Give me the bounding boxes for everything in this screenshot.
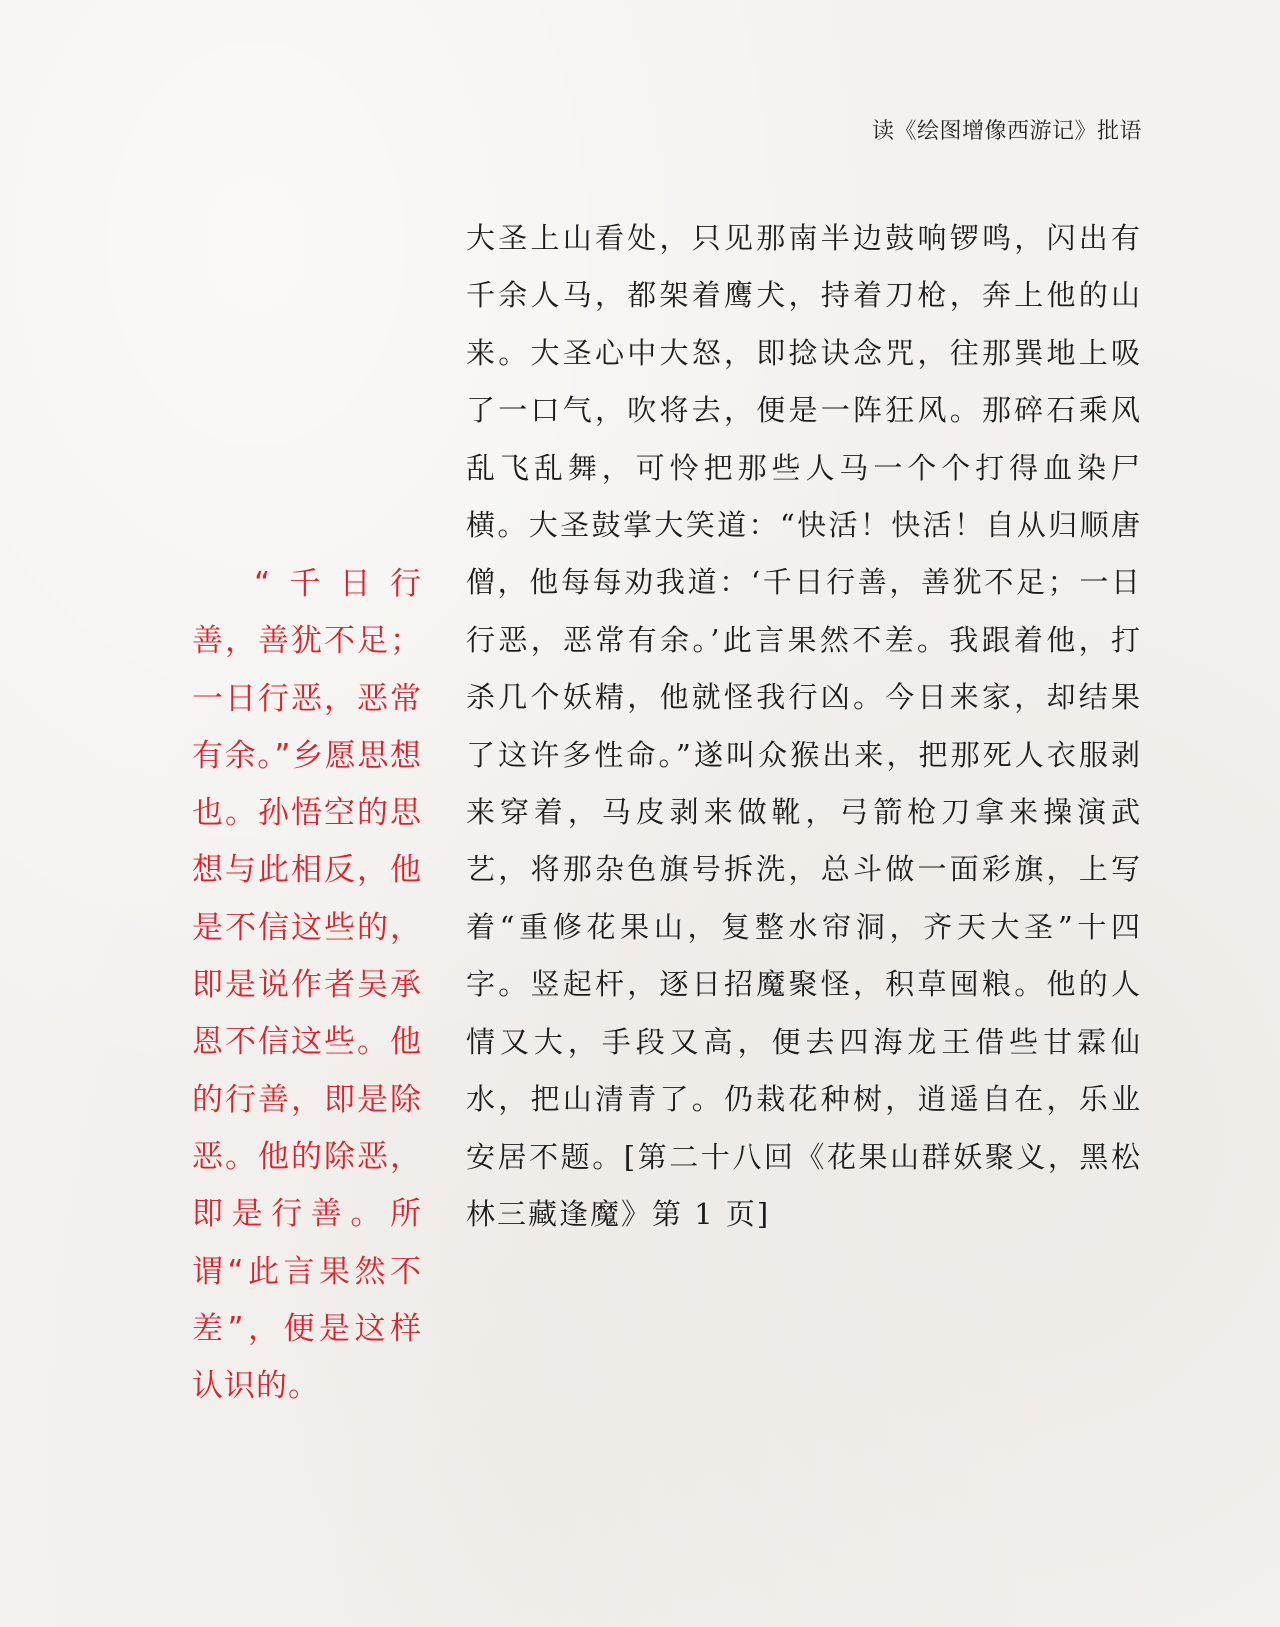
running-header: 读《绘图增像西游记》批语 (871, 119, 1142, 144)
body-text: 大圣上山看处，只见那南半边鼓响锣鸣，闪出有千余人马，都架着鹰犬，持着刀枪，奔上他的山来。大圣心中大怒，即捻诀念咒，往那巽地上吸了一口气，吹将去，便是一阵狂风。那碎石乘风乱飞乱舞，可怜把那些人马一个个打得血染尸横。大圣鼓掌大笑道：“快活！快活！自从归顺唐僧，他每每劝我道：‘千日行善，善犹不足；一日行恶，恶常有余。’此言果然不差。我跟着他，打杀几个妖精，他就怪我行凶。今日来家，却结果了这许多性命。”遂叫众猴出来，把那死人衣服剥来穿着，马皮剥来做靴，弓箭枪刀拿来操演武艺，将那杂色旗号拆洗，总斗做一面彩旗，上写着“重修花果山，复整水帘洞，齐天大圣”十四字。竖起杆，逐日招魔聚怪，积草囤粮。他的人情又大，手段又高，便去四海龙王借些甘霖仙水，把山清青了。仍栽花种树，逍遥自在，乐业安居不题。[第二十八回《花果山群妖聚义，黑松林三藏逢魔》第 1 页] (466, 221, 1142, 1231)
red-annotation: “千日行善，善犹不足；一日行恶，恶常有余。”乡愿思想也。孙悟空的思想与此相反，他是不信这些的，即是说作者吴承恩不信这些。他的行善，即是除恶。他的除恶，即是行善。所谓“此言果然不差”，便是这样认识的。 (192, 566, 422, 1405)
